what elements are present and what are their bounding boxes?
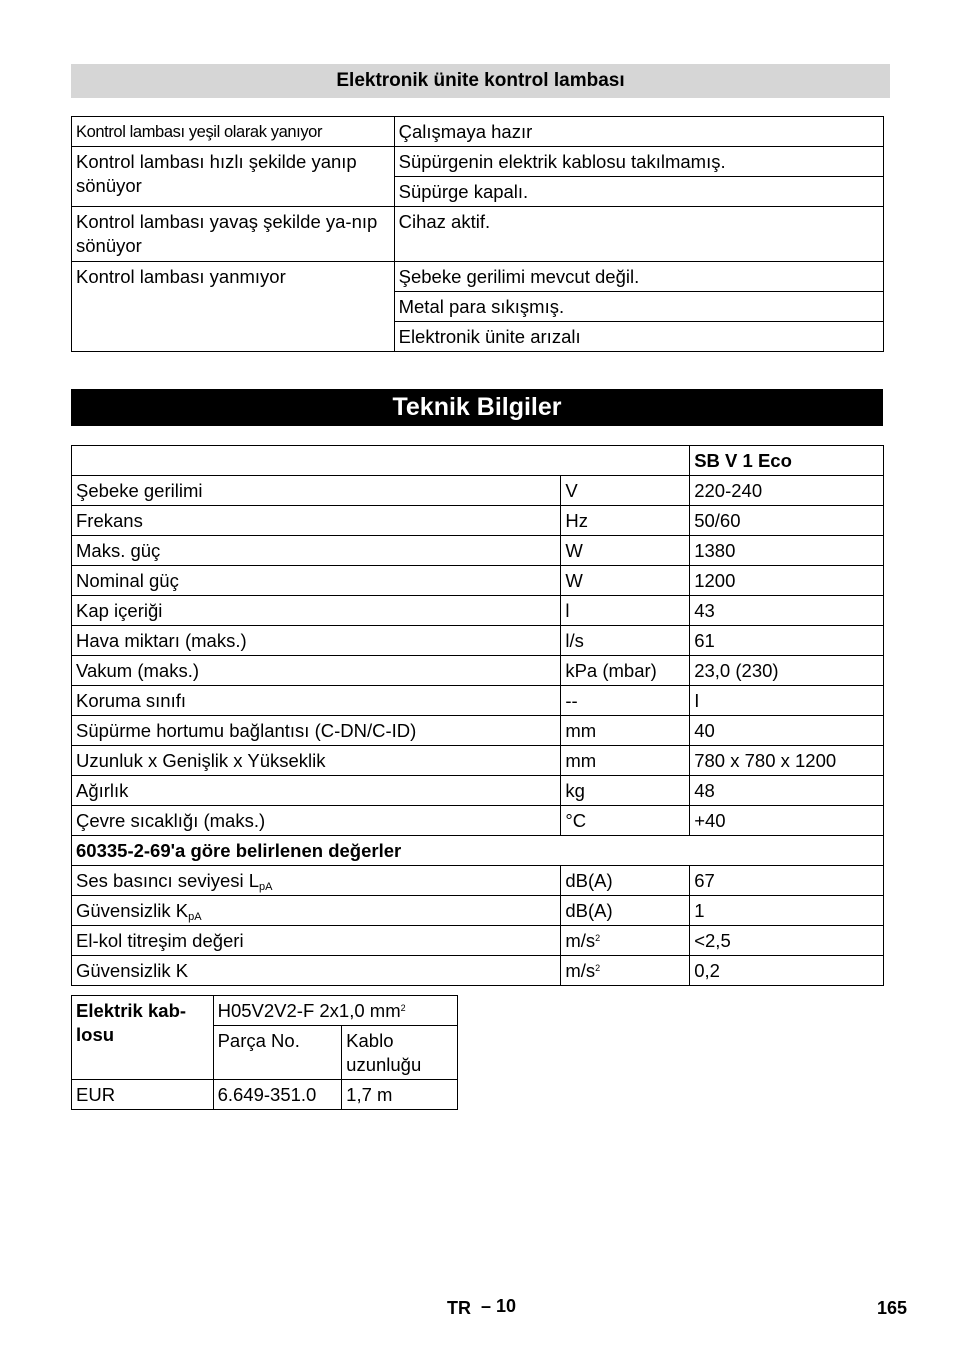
noise-unit: $m/s^2$ xyxy=(561,956,690,986)
spec-label: Hava miktarı (maks.) xyxy=(72,626,561,656)
lamp-meaning: Metal para sıkışmış. xyxy=(394,292,883,322)
table-row xyxy=(72,926,884,956)
cable-region: EUR xyxy=(72,1080,214,1110)
table-row xyxy=(72,686,884,716)
spec-label: Çevre sıcaklığı (maks.) xyxy=(72,806,561,836)
noise-label: Güvensizlik K xyxy=(72,956,561,986)
lamp-meaning: Elektronik ünite arızalı xyxy=(394,322,883,352)
model-name: SB V 1 Eco xyxy=(690,446,884,476)
spec-value: +40 xyxy=(690,806,884,836)
noise-unit: dB(A) xyxy=(561,896,690,926)
table-row xyxy=(72,746,884,776)
lamp-state: Kontrol lambası hızlı şekilde yanıp sönüyor xyxy=(72,147,395,207)
part-no: 6.649-351.0 xyxy=(213,1080,342,1110)
spec-label: Uzunluk x Genişlik x Yükseklik xyxy=(72,746,561,776)
lamp-state: Kontrol lambası yavaş şekilde ya-nıp sönüyor xyxy=(72,207,395,262)
spec-unit: °C xyxy=(561,806,690,836)
noise-unit: $m/s^2$ xyxy=(561,926,690,956)
table-row xyxy=(72,626,884,656)
spec-label: Ağırlık xyxy=(72,776,561,806)
spec-value: 780 x 780 x 1200 xyxy=(690,746,884,776)
spec-label: Nominal güç xyxy=(72,566,561,596)
spec-value: 50/60 xyxy=(690,506,884,536)
empty-header-cell xyxy=(72,446,690,476)
part-no-header: Parça No. xyxy=(213,1026,342,1080)
noise-value: 1 xyxy=(690,896,884,926)
spec-label: Frekans xyxy=(72,506,561,536)
table-row xyxy=(72,207,884,262)
table-row xyxy=(72,896,884,926)
table-row xyxy=(72,147,884,177)
footer-section-page: – 10 xyxy=(481,1296,517,1316)
noise-value: <2,5 xyxy=(690,926,884,956)
lamp-state: Kontrol lambası yeşil olarak yanıyor xyxy=(72,117,395,147)
table-row xyxy=(72,536,884,566)
spec-unit: kg xyxy=(561,776,690,806)
spec-value: 1200 xyxy=(690,566,884,596)
tech-section-title: Teknik Bilgiler xyxy=(71,389,883,426)
table-row xyxy=(72,117,884,147)
spec-unit: -- xyxy=(561,686,690,716)
footer-language: TR xyxy=(447,1298,471,1318)
spec-label: Koruma sınıfı xyxy=(72,686,561,716)
table-row xyxy=(72,996,458,1026)
noise-values-header: 60335-2-69'a göre belirlenen değerler xyxy=(72,836,884,866)
noise-value: 67 xyxy=(690,866,884,896)
spec-value: 40 xyxy=(690,716,884,746)
cable-length-header: Kablo uzunluğu xyxy=(342,1026,458,1080)
spec-label: Şebeke gerilimi xyxy=(72,476,561,506)
lamp-meaning: Şebeke gerilimi mevcut değil. xyxy=(394,262,883,292)
table-row xyxy=(72,806,884,836)
spec-value: I xyxy=(690,686,884,716)
spec-unit: W xyxy=(561,536,690,566)
table-row xyxy=(72,866,884,896)
spec-unit: W xyxy=(561,566,690,596)
spec-unit: mm xyxy=(561,746,690,776)
table-row xyxy=(72,566,884,596)
spec-unit: l/s xyxy=(561,626,690,656)
spec-unit: mm xyxy=(561,716,690,746)
spec-unit: kPa (mbar) xyxy=(561,656,690,686)
noise-value: 0,2 xyxy=(690,956,884,986)
noise-label: El-kol titreşim değeri xyxy=(72,926,561,956)
table-row xyxy=(72,506,884,536)
spec-value: 61 xyxy=(690,626,884,656)
cable-length: 1,7 m xyxy=(342,1080,458,1110)
power-cable-table xyxy=(71,995,458,1110)
lamp-meaning: Cihaz aktif. xyxy=(394,207,883,262)
spec-unit: l xyxy=(561,596,690,626)
table-row xyxy=(72,956,884,986)
table-row xyxy=(72,596,884,626)
cable-spec: H05V2V2-F 2x1,0 $mm^2$ xyxy=(213,996,457,1026)
noise-label: Ses basıncı seviyesi $L_{pA}$ xyxy=(72,866,561,896)
spec-unit: V xyxy=(561,476,690,506)
lamp-state: Kontrol lambası yanmıyor xyxy=(72,262,395,352)
table-row xyxy=(72,716,884,746)
table-row xyxy=(72,776,884,806)
table-row xyxy=(72,836,884,866)
lamp-meaning: Çalışmaya hazır xyxy=(394,117,883,147)
noise-unit: dB(A) xyxy=(561,866,690,896)
spec-label: Maks. güç xyxy=(72,536,561,566)
spec-value: 43 xyxy=(690,596,884,626)
table-row xyxy=(72,476,884,506)
table-row xyxy=(72,1080,458,1110)
spec-label: Kap içeriği xyxy=(72,596,561,626)
spec-unit: Hz xyxy=(561,506,690,536)
table-header-row xyxy=(72,446,884,476)
lamp-meaning: Süpürge kapalı. xyxy=(394,177,883,207)
control-lamp-section-title: Elektronik ünite kontrol lambası xyxy=(71,64,890,98)
lamp-meaning: Süpürgenin elektrik kablosu takılmamış. xyxy=(394,147,883,177)
tech-specs-table xyxy=(71,445,884,986)
spec-value: 23,0 (230) xyxy=(690,656,884,686)
spec-value: 220-240 xyxy=(690,476,884,506)
spec-label: Süpürme hortumu bağlantısı (C-DN/C-ID) xyxy=(72,716,561,746)
spec-value: 48 xyxy=(690,776,884,806)
noise-label: Güvensizlik $K_{pA}$ xyxy=(72,896,561,926)
table-row xyxy=(72,656,884,686)
spec-label: Vakum (maks.) xyxy=(72,656,561,686)
table-row xyxy=(72,262,884,292)
control-lamp-table xyxy=(71,116,884,352)
cable-label: Elektrik kab-losu xyxy=(72,996,214,1080)
spec-value: 1380 xyxy=(690,536,884,566)
footer-page-number: 165 xyxy=(877,1298,908,1318)
